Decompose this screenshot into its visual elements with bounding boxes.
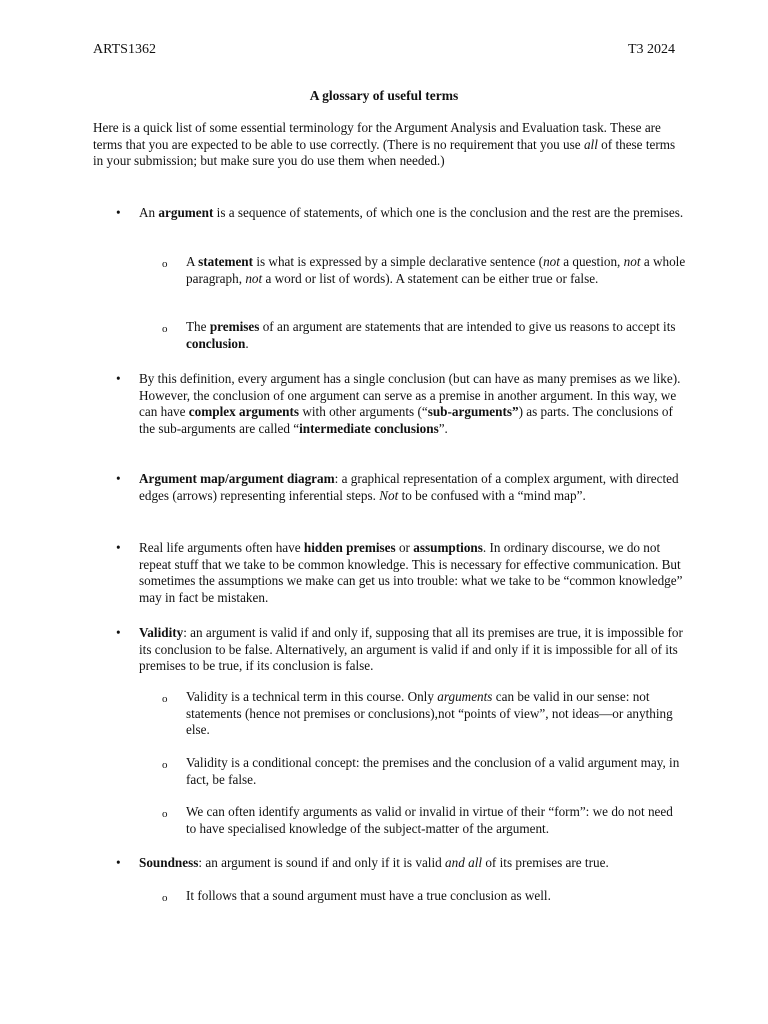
bullet-marker: • — [116, 371, 121, 386]
bullet-marker: • — [116, 471, 121, 486]
definition-hidden-premises: Real life arguments often have hidden premises or assumptions. In ordinary discourse, we do not repeat stuff that we take to be common knowledge. This is necessary for effective communication. But sometimes the assumptions we make can get us into trouble: what we take to be “common knowledge” may in fact be mistaken. — [139, 540, 683, 605]
page-title: A glossary of useful terms — [309, 88, 459, 103]
sub-bullet-marker: o — [162, 892, 168, 904]
definition-argument: An argument is a sequence of statements, of which one is the conclusion and the rest are the premises. — [139, 205, 684, 220]
sub-bullet-marker: o — [162, 258, 168, 270]
intro-paragraph: Here is a quick list of some essential terminology for the Argument Analysis and Evaluation task. These are terms that you are expected to be able to use correctly. (There is no requirement that you use all of these terms in your submission; but make sure you do use them when needed.) — [93, 120, 676, 168]
header-term: T3 2024 — [627, 42, 675, 57]
sub-bullet-marker: o — [162, 693, 168, 705]
sub-bullet-marker: o — [162, 759, 168, 771]
soundness-note-true-conclusion: It follows that a sound argument must have a true conclusion as well. — [186, 888, 551, 903]
bullet-marker: • — [116, 625, 121, 640]
validity-note-form: We can often identify arguments as valid or invalid in virtue of their “form”: we do not need to have specialised knowledge of the subject-matter of the argument. — [186, 804, 673, 836]
validity-note-conditional: Validity is a conditional concept: the premises and the conclusion of a valid argument may, in fact, be false. — [186, 755, 680, 787]
definition-soundness: Soundness: an argument is sound if and only if it is valid and all of its premises are true. — [139, 855, 609, 870]
validity-note-technical-term: Validity is a technical term in this course. Only arguments can be valid in our sense: not statements (hence not premises or conclusions),not “points of view”, not ideas—or anything else. — [186, 689, 673, 737]
bullet-marker: • — [116, 855, 121, 870]
definition-validity: Validity: an argument is valid if and only if, supposing that all its premises are true, it is impossible for its conclusion to be false. Alternatively, an argument is valid if and only if it is impossible for all of its premises to be true, if its conclusion is false. — [139, 625, 683, 673]
definition-statement: A statement is what is expressed by a simple declarative sentence (not a question, not a whole paragraph, not a word or list of words). A statement can be either true or false. — [186, 254, 686, 286]
header-course-code: ARTS1362 — [93, 42, 156, 57]
definition-argument-map: Argument map/argument diagram: a graphical representation of a complex argument, with directed edges (arrows) representing inferential steps. Not to be confused with a “mind map”. — [139, 471, 679, 503]
sub-bullet-marker: o — [162, 808, 168, 820]
bullet-marker: • — [116, 540, 121, 555]
definition-premises: The premises of an argument are statements that are intended to give us reasons to accept its conclusion. — [186, 319, 676, 351]
bullet-marker: • — [116, 205, 121, 220]
definition-complex-arguments: By this definition, every argument has a single conclusion (but can have as many premises as we like). However, the conclusion of one argument can serve as a premise in another argument. In this way, we can have complex arguments with other arguments (“sub-arguments”) as parts. The conclusions of the sub-arguments are called “intermediate conclusions”. — [139, 371, 681, 436]
sub-bullet-marker: o — [162, 323, 168, 335]
